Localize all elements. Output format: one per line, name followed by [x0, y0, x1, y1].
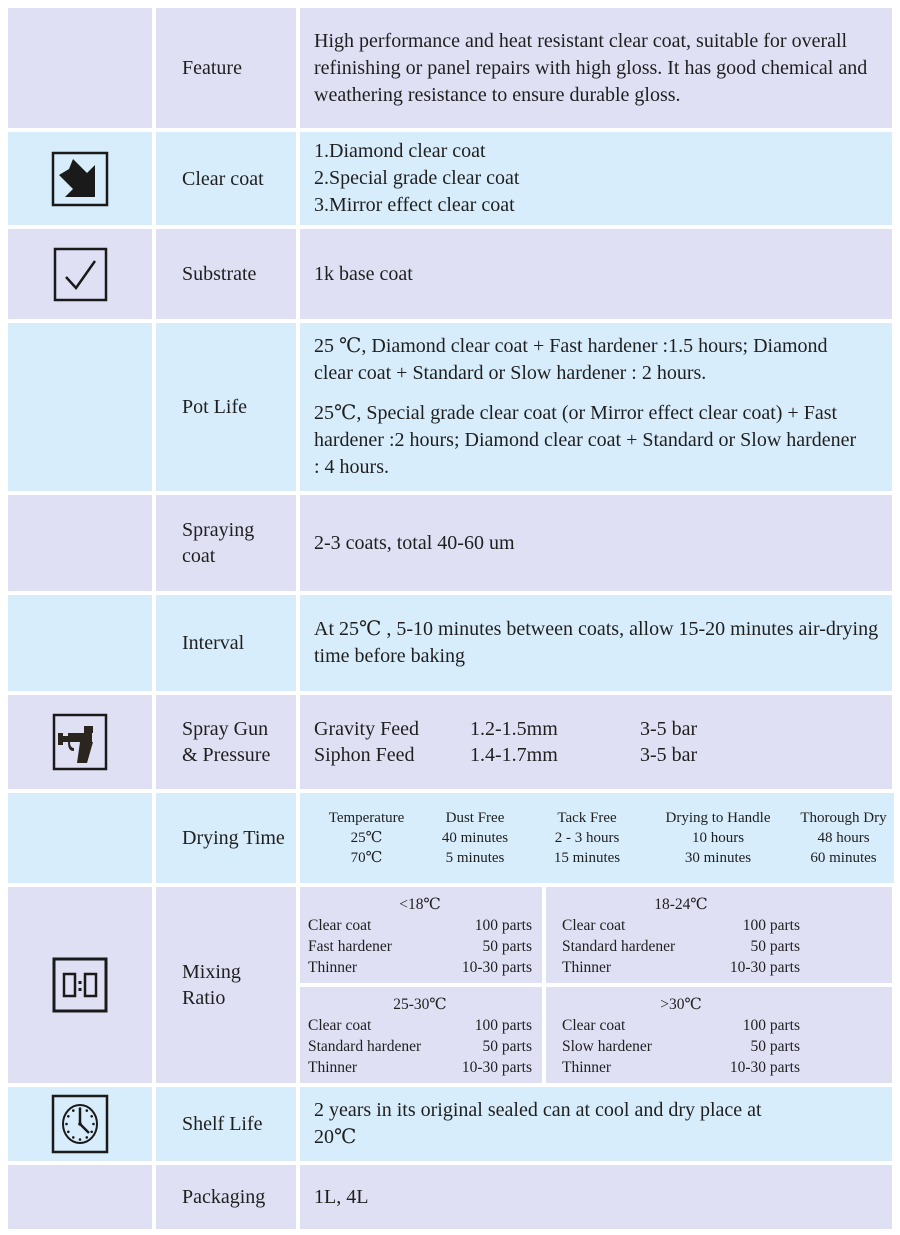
column-header: Drying to Handle: [665, 810, 771, 826]
temperature-range: 18-24℃: [654, 895, 708, 913]
drying-table-row: [314, 828, 894, 848]
clear-coat-option: 2.Special grade clear coat: [314, 167, 520, 189]
component-amount: 10-30 parts: [461, 958, 532, 976]
pot-life-paragraph: 25℃, Special grade clear coat (or Mirror effect clear coat) + Fast hardener :2 hours; Diamond clear coat + Standard or Slow hardener : 4 hours.: [314, 402, 857, 478]
spec-row-shelf-life: [8, 1087, 892, 1161]
drying-table-header: [314, 808, 894, 828]
spec-row-feature: [8, 8, 892, 128]
down-right-arrow-icon: [51, 151, 109, 207]
mixing-ratio-grid: [300, 887, 892, 1083]
spec-row-pot-life: [8, 323, 892, 491]
column-header: Thorough Dry: [800, 810, 887, 826]
component-amount: 10-30 parts: [729, 1058, 800, 1076]
content-cell: [300, 695, 892, 789]
spec-row-spraying-coat: [8, 495, 892, 591]
gun-table-row: [314, 716, 884, 742]
component-row: [562, 936, 800, 957]
drying-table-row: [314, 848, 894, 868]
component-row: [562, 1057, 800, 1078]
nozzle-size: 1.2-1.5mm: [470, 718, 558, 740]
row-label: Packaging: [156, 1165, 296, 1229]
content-cell: [300, 323, 892, 491]
content-cell: [300, 793, 894, 883]
table-cell: 70℃: [350, 850, 383, 866]
row-label: Spraying coat: [156, 495, 296, 591]
row-label: Substrate: [156, 229, 296, 319]
spec-row-interval: [8, 595, 892, 691]
spec-row-substrate: [8, 229, 892, 319]
component-name: Standard hardener: [562, 937, 676, 955]
table-cell: 30 minutes: [684, 850, 752, 866]
column-header: Dust Free: [445, 810, 505, 826]
table-cell: 5 minutes: [445, 850, 505, 866]
table-cell: 60 minutes: [810, 850, 877, 866]
component-amount: 50 parts: [482, 937, 532, 955]
icon-cell: [8, 8, 152, 128]
clear-coat-option: 1.Diamond clear coat: [314, 140, 486, 162]
content-cell: [300, 229, 892, 319]
content-cell: [300, 595, 892, 691]
mixing-quadrant: [546, 887, 892, 983]
row-label: Pot Life: [156, 323, 296, 491]
feed-type: Siphon Feed: [314, 744, 415, 766]
row-content-text: High performance and heat resistant clear coat, suitable for overall refinishing or panel repairs with high gloss. It has good chemical and weathering resistance to ensure durable gloss.: [314, 29, 868, 106]
component-row: [562, 1015, 800, 1036]
component-row: [308, 915, 532, 936]
gun-table-row: [314, 742, 884, 768]
content-cell: [300, 495, 892, 591]
component-amount: 50 parts: [482, 1037, 532, 1055]
component-amount: 100 parts: [742, 1016, 800, 1034]
table-cell: 25℃: [350, 830, 383, 846]
component-amount: 50 parts: [750, 937, 800, 955]
column-header: Tack Free: [557, 810, 617, 826]
component-row: [562, 1036, 800, 1057]
row-label: Shelf Life: [156, 1087, 296, 1161]
pressure: 3-5 bar: [640, 744, 698, 766]
spec-row-packaging: [8, 1165, 892, 1229]
spec-row-clear-coat: [8, 132, 892, 225]
nozzle-size: 1.4-1.7mm: [470, 744, 558, 766]
spec-row-mixing-ratio: [8, 887, 892, 1083]
spec-row-spray-gun: [8, 695, 892, 789]
component-name: Thinner: [308, 958, 358, 976]
component-name: Clear coat: [308, 1016, 372, 1034]
icon-cell: [8, 323, 152, 491]
row-content-text: 2 years in its original sealed can at cool and dry place at 20℃: [314, 1099, 762, 1148]
mixing-quadrant: [300, 987, 542, 1083]
component-amount: 50 parts: [750, 1037, 800, 1055]
component-amount: 100 parts: [474, 916, 532, 934]
temperature-range: 25-30℃: [393, 995, 447, 1013]
table-cell: 2 - 3 hours: [554, 830, 620, 846]
table-cell: 48 hours: [817, 830, 870, 846]
content-cell: [300, 1087, 892, 1161]
row-label: Interval: [156, 595, 296, 691]
component-name: Fast hardener: [308, 937, 392, 955]
checkmark-icon: [53, 247, 108, 302]
component-row: [562, 957, 800, 978]
component-row: [308, 1015, 532, 1036]
icon-cell: [8, 495, 152, 591]
component-name: Clear coat: [308, 916, 372, 934]
component-amount: 100 parts: [474, 1016, 532, 1034]
row-label: Feature: [156, 8, 296, 128]
spray-gun-icon: [52, 713, 108, 771]
icon-cell: [8, 1087, 152, 1161]
pressure: 3-5 bar: [640, 718, 698, 740]
spec-row-drying-time: [8, 793, 892, 883]
icon-cell: [8, 229, 152, 319]
component-row: [562, 915, 800, 936]
row-content-text: 1L, 4L: [314, 1185, 369, 1208]
row-label: Mixing Ratio: [156, 887, 296, 1083]
table-cell: 10 hours: [691, 830, 745, 846]
component-name: Thinner: [308, 1058, 358, 1076]
row-label: Drying Time: [156, 793, 296, 883]
icon-cell: [8, 595, 152, 691]
component-row: [308, 936, 532, 957]
row-label: Clear coat: [156, 132, 296, 225]
component-amount: 10-30 parts: [461, 1058, 532, 1076]
row-label: Spray Gun & Pressure: [156, 695, 296, 789]
component-amount: 10-30 parts: [729, 958, 800, 976]
clock-icon: [51, 1094, 109, 1154]
content-cell: [300, 887, 892, 1083]
component-name: Thinner: [562, 958, 612, 976]
icon-cell: [8, 695, 152, 789]
component-amount: 100 parts: [742, 916, 800, 934]
component-name: Clear coat: [562, 1016, 626, 1034]
mixing-quadrant: [546, 987, 892, 1083]
mixing-quadrant: [300, 887, 542, 983]
component-name: Clear coat: [562, 916, 626, 934]
row-content-text: At 25℃ , 5-10 minutes between coats, allow 15-20 minutes air-drying time before baking: [314, 618, 879, 667]
component-row: [308, 957, 532, 978]
component-name: Standard hardener: [308, 1037, 422, 1055]
content-cell: [300, 1165, 892, 1229]
content-cell: [300, 132, 892, 225]
component-row: [308, 1057, 532, 1078]
component-name: Thinner: [562, 1058, 612, 1076]
icon-cell: [8, 793, 152, 883]
temperature-range: >30℃: [660, 995, 702, 1013]
component-row: [308, 1036, 532, 1057]
table-cell: 40 minutes: [441, 830, 509, 846]
column-header: Temperature: [328, 810, 405, 826]
clear-coat-option: 3.Mirror effect clear coat: [314, 194, 515, 216]
temperature-range: <18℃: [399, 895, 441, 913]
row-content-text: 1k base coat: [314, 262, 413, 285]
icon-cell: [8, 132, 152, 225]
icon-cell: [8, 887, 152, 1083]
pot-life-paragraph: 25 ℃, Diamond clear coat + Fast hardener :1.5 hours; Diamond clear coat + Standard or Slow hardener : 2 hours.: [314, 335, 828, 384]
mixing-ratio-icon: [52, 957, 108, 1013]
content-cell: [300, 8, 892, 128]
row-content-text: 2-3 coats, total 40-60 um: [314, 531, 515, 554]
table-cell: 15 minutes: [553, 850, 621, 866]
component-name: Slow hardener: [562, 1037, 652, 1055]
feed-type: Gravity Feed: [314, 718, 419, 740]
icon-cell: [8, 1165, 152, 1229]
